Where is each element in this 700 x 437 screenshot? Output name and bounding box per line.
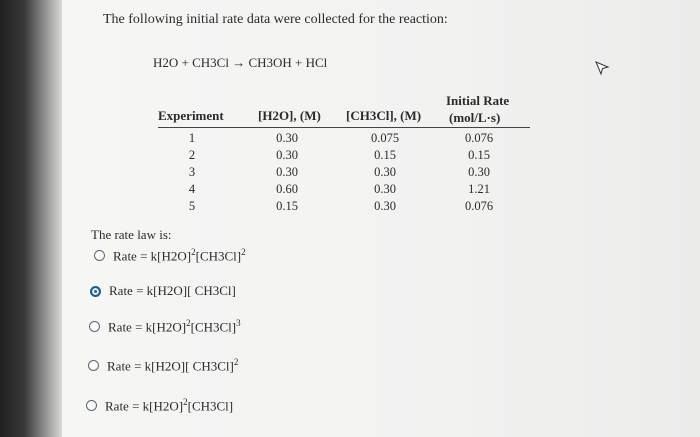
table-cell-rate: 1.21 [468,182,490,196]
table-cell-ch3cl: 0.30 [374,199,396,213]
mouse-pointer-icon [594,60,610,76]
left-edge-shadow [0,0,62,437]
table-cell-h2o: 0.30 [276,165,298,179]
radio-button-selected[interactable] [90,286,101,297]
option-formula: Rate = k[H2O][ CH3Cl] [109,283,236,298]
radio-button[interactable] [89,321,100,332]
table-cell-h2o: 0.15 [276,199,298,213]
table-cell-h2o: 0.60 [276,182,298,196]
table-cell-exp: 3 [188,165,196,179]
option-formula: Rate = $k[H2O]^2[CH3Cl]^3$ [108,318,241,335]
table-cell-h2o: 0.30 [276,131,298,145]
header-rate: Initial Rate [446,93,510,108]
table-cell-exp: 5 [188,199,196,213]
radio-button[interactable] [86,400,97,411]
option-b[interactable] [90,283,236,299]
table-cell-rate: 0.15 [468,148,490,162]
table-cell-exp: 4 [188,182,196,196]
table-header-rule [158,127,530,128]
option-e[interactable] [86,397,233,414]
table-cell-rate: 0.30 [468,165,490,179]
rate-law-question: The rate law is: [91,227,172,242]
option-formula: Rate = k[H2O][ CH3Cl]$^2$ [107,357,239,374]
option-formula: Rate = $k[H2O]^2[CH3Cl]$ [105,397,234,414]
reaction-equation: H2O + CH3Cl → CH3OH + HCl [153,55,328,70]
header-h2o: [H2O], (M) [258,108,321,123]
table-cell-ch3cl: 0.30 [374,165,396,179]
header-ch3cl: [CH3Cl], (M) [346,108,422,123]
header-rate-units: (mol/L·s) [449,110,501,125]
table-cell-exp: 1 [188,131,196,145]
radio-button[interactable] [88,360,99,371]
table-cell-exp: 2 [188,148,196,162]
option-a[interactable] [94,247,246,264]
radio-button[interactable] [94,250,105,261]
table-cell-ch3cl: 0.075 [370,131,400,145]
table-cell-rate: 0.076 [464,199,494,213]
header-experiment: Experiment [158,108,224,123]
table-cell-rate: 0.076 [464,131,494,145]
table-cell-ch3cl: 0.15 [374,148,396,162]
table-cell-ch3cl: 0.30 [374,182,396,196]
option-formula: Rate = $k[H2O]^2[CH3Cl]^2$ [113,247,246,264]
table-cell-h2o: 0.30 [276,148,298,162]
option-d[interactable] [88,357,238,374]
intro-text: The following initial rate data were collected for the reaction: [103,12,448,27]
option-c[interactable] [89,318,241,335]
